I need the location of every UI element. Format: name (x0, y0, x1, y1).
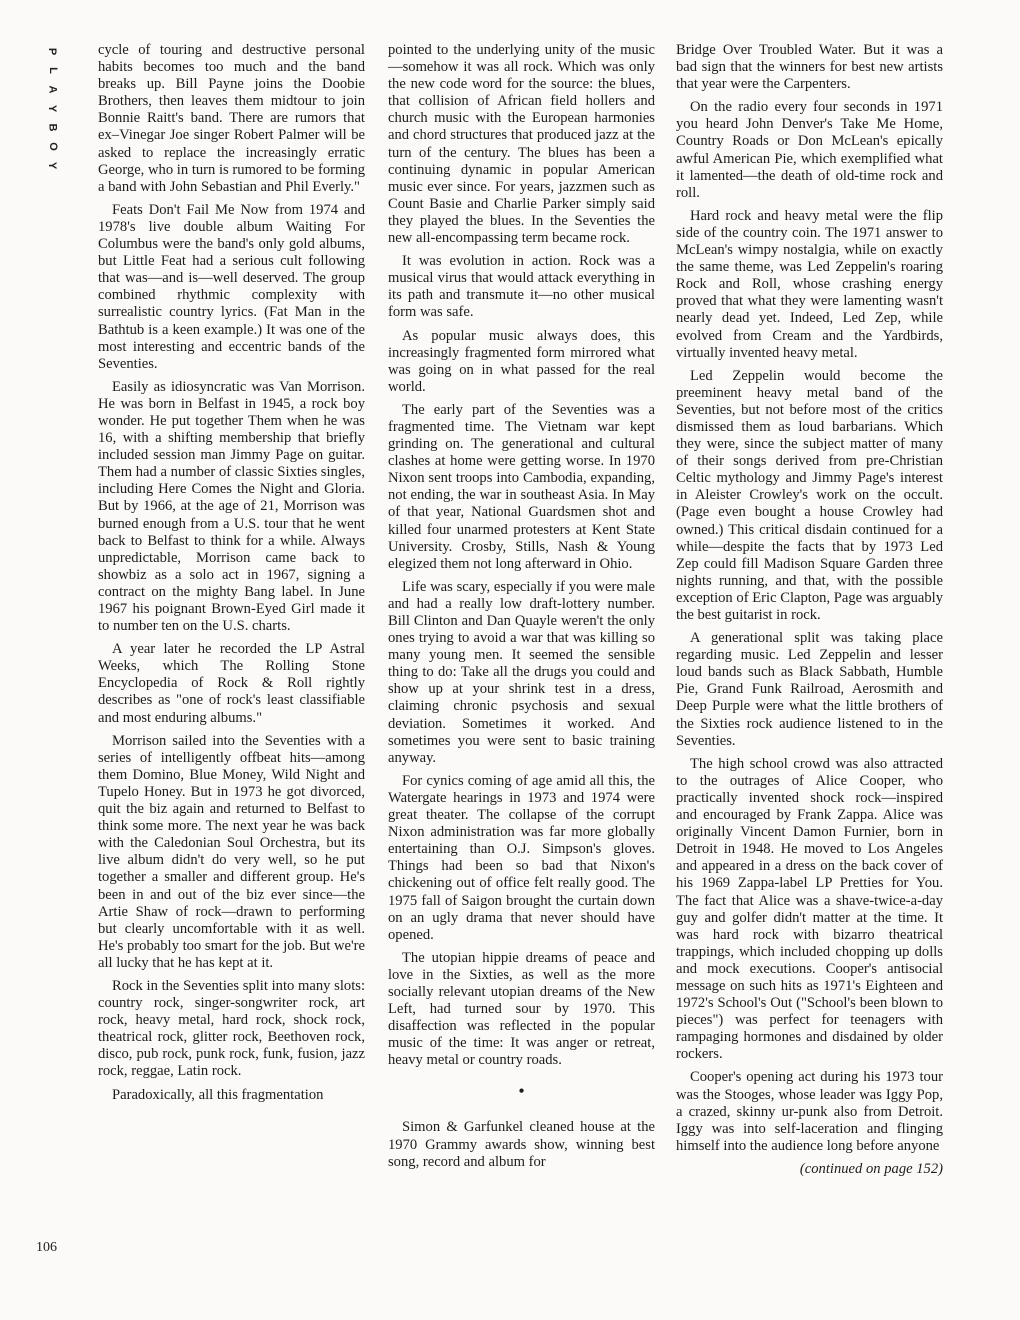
page-number: 106 (36, 1240, 57, 1255)
paragraph: The high school crowd was also attracted to the outrages of Alice Cooper, who practically invented shock rock—inspired and encouraged by Frank Zappa. Alice was originally Vincent Damon Furnier, born in Detroit in 1948. He moved to Los Angeles and appeared in a dress on the back cover of his 1969 Zappa-label LP Pretties for You. The fact that Alice was a shave-twice-a-day guy and golfer didn't matter at the time. It was hard rock with bizarro theatrical trappings, which included chopping up dolls and mock executions. Cooper's antisocial message on such hits as 1971's Eighteen and 1972's School's Out ("School's been blown to pieces") was perfect for teenagers with rampaging hormones and disdained by older rockers. (676, 755, 943, 1063)
paragraph: Rock in the Seventies split into many slots: country rock, singer-songwriter rock, art rock, heavy metal, hard rock, shock rock, theatrical rock, glitter rock, Beethoven rock, disco, pub rock, punk rock, funk, fusion, jazz rock, reggae, Latin rock. (98, 977, 365, 1080)
article-column-3 (676, 42, 943, 1178)
masthead-letter: L (46, 67, 59, 74)
masthead-letter: Y (46, 161, 59, 170)
paragraph: Bridge Over Troubled Water. But it was a bad sign that the winners for best new artists that year were the Carpenters. (676, 42, 943, 93)
paragraph: As popular music always does, this increasingly fragmented form mirrored what was going on in what passed for the real world. (388, 327, 655, 395)
masthead-letter: A (46, 85, 59, 94)
paragraph: A generational split was taking place regarding music. Led Zeppelin and lesser loud bands such as Black Sabbath, Humble Pie, Grand Funk Railroad, Aerosmith and Deep Purple were what the little brothers of the Sixties rock audience listened to in the Seventies. (676, 630, 943, 749)
paragraph: Easily as idiosyncratic was Van Morrison. He was born in Belfast in 1945, a rock boy wonder. He put together Them when he was 16, with a shifting membership that briefly included session man Jimmy Page on guitar. Them had a number of classic Sixties singles, including Here Comes the Night and Gloria. But by 1966, at the age of 21, Morrison was burned enough from a U.S. tour that he went back to Belfast to think for a while. Always unpredictable, Morrison came back to showbiz as a solo act in 1967, signing a contract on the mighty Bang label. In June 1967 his poignant Brown-Eyed Girl made it to number ten on the U.S. charts. (98, 378, 365, 635)
paragraph: Feats Don't Fail Me Now from 1974 and 1978's live double album Waiting For Columbus were the band's only gold albums, but Little Feat had a serious cult following that was—and is—well deserved. The group combined rhythmic complexity with surrealistic country lyrics. (Fat Man in the Bathtub is a keen example.) It was one of the most interesting and eccentric bands of the Seventies. (98, 201, 365, 372)
article-column-2 (388, 42, 655, 1171)
section-break-bullet: • (518, 1081, 525, 1102)
magazine-masthead (36, 42, 60, 175)
paragraph: cycle of touring and destructive personal habits becomes too much and the band breaks up. Bill Payne joins the Doobie Brothers, then leaves them midtour to join Bonnie Raitt's band. There are rumors that ex–Vinegar Joe singer Robert Palmer will be asked to replace the increasingly erratic George, who in turn is rumored to be forming a band with John Sebastian and Phil Everly." (98, 42, 365, 195)
paragraph: Morrison sailed into the Seventies with a series of intelligently offbeat hits—among them Domino, Blue Money, Wild Night and Tupelo Honey. But in 1973 he got divorced, quit the biz again and returned to Belfast to think some more. The next year he was back with the Caledonian Soul Orchestra, but its live album didn't do very well, so he put together a smaller and different group. He's been in and out of the biz ever since—the Artie Shaw of rock—drawn to performing but clearly uncomfortable with it as well. He's probably too smart for the job. But we're all lucky that he has kept at it. (98, 732, 365, 971)
article-column-1 (98, 42, 365, 1104)
paragraph: Hard rock and heavy metal were the flip side of the country coin. The 1971 answer to McLean's wimpy nostalgia, while on exactly the same theme, was Led Zeppelin's roaring Rock and Roll, whose crashing energy proved that what they were lamenting wasn't nearly dead yet. Indeed, Led Zep, while evolved from Cream and the Yardbirds, virtually invented heavy metal. (676, 207, 943, 361)
paragraph: pointed to the underlying unity of the music—somehow it was all rock. Which was only the new code word for the source: the blues, that collision of African field hollers and church music with the European harmonies and chord structures that produced jazz at the turn of the century. The blues has been a continuing dynamic in popular American music ever since. For years, jazzmen such as Count Basie and Charlie Parker simply said they played the blues. In the Seventies the new all-encompassing term became rock. (388, 42, 655, 247)
masthead-letter: P (46, 47, 59, 56)
paragraph: Cooper's opening act during his 1973 tour was the Stooges, whose leader was Iggy Pop, a crazed, skinny ur-punk also from Detroit. Iggy was into self-laceration and flinging himself into the audience long before anyone (676, 1069, 943, 1154)
masthead-letter: O (46, 142, 59, 151)
paragraph: Paradoxically, all this fragmentation (112, 1086, 324, 1103)
paragraph: The early part of the Seventies was a fragmented time. The Vietnam war kept grinding on. The generational and cultural clashes at home were getting worse. In 1970 Nixon sent troops into Cambodia, expanding, not ending, the war in southeast Asia. In May of that year, National Guardsmen shot and killed four unarmed protesters at Kent State University. Crosby, Stills, Nash & Young elegized them not long afterward in Ohio. (388, 401, 655, 572)
paragraph: It was evolution in action. Rock was a musical virus that would attack everything in its path and transmute it—no other musical form was safe. (388, 253, 655, 321)
paragraph: The utopian hippie dreams of peace and love in the Sixties, as well as the more socially relevant utopian dreams of the New Left, had turned sour by 1970. This disaffection was reflected in the popular music of the time: It was anger or retreat, heavy metal or country roads. (388, 949, 655, 1069)
continuation-note: (continued on page 152) (799, 1160, 943, 1177)
paragraph: Simon & Garfunkel cleaned house at the 1970 Grammy awards show, winning best song, record and album for (388, 1119, 655, 1170)
paragraph: Led Zeppelin would become the preeminent heavy metal band of the Seventies, but not before most of the critics dismissed them as loud barbarians. Which they were, since the subject matter of many of their songs derived from pre-Christian Celtic mythology and Jimmy Page's interest in Aleister Crowley's work on the occult. (Page even bought a house Crowley had owned.) This critical disdain continued for a while—despite the facts that by 1973 Led Zep could fill Madison Square Garden three nights running, and that, with the possible exception of Eric Clapton, Page was arguably the best guitarist in rock. (676, 367, 943, 623)
paragraph: Life was scary, especially if you were male and had a really low draft-lottery number. Bill Clinton and Dan Quayle weren't the only ones trying to avoid a war that was killing so many young men. It seemed the sensible thing to do: Take all the drugs you could and show up at your shrink test in a dress, claiming chronic psychosis and sexual deviation. Sometimes it worked. And sometimes you were sent to basic training anyway. (388, 578, 655, 766)
paragraph: A year later he recorded the LP Astral Weeks, which The Rolling Stone Encyclopedia of Rock & Roll rightly describes as "one of rock's least classifiable and most enduring albums." (98, 641, 365, 726)
masthead-letter: B (46, 123, 59, 132)
paragraph: On the radio every four seconds in 1971 you heard John Denver's Take Me Home, Country Roads or Don McLean's epically awful American Pie, which exemplified what it lamented—the death of old-time rock and roll. (676, 99, 943, 201)
masthead-letter: Y (46, 104, 59, 113)
paragraph: For cynics coming of age amid all this, the Watergate hearings in 1973 and 1974 were great theater. The collapse of the corrupt Nixon administration was far more globally entertaining than O.J. Simpson's gloves. Things had been so bad that Nixon's chickening out of office felt really good. The 1975 fall of Saigon brought the curtain down on an ugly drama that never should have opened. (388, 772, 655, 943)
